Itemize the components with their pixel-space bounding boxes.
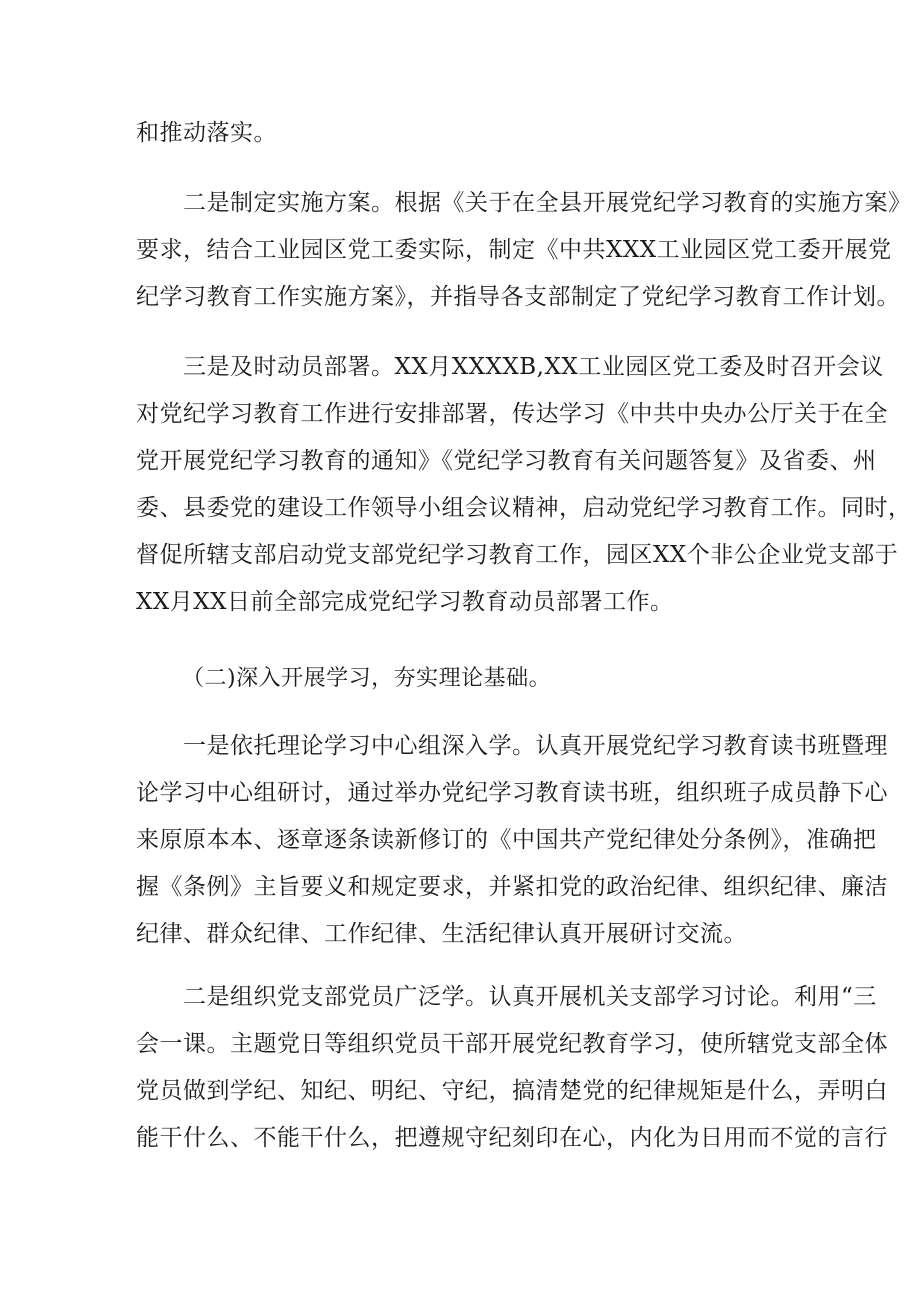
text-line: 二是组织党支部党员广泛学。认真开展机关支部学习讨论。利用“三 (136, 984, 877, 1010)
paragraph-branch-study (136, 974, 888, 1162)
paragraph-theory-study (136, 723, 888, 958)
text-line: 委、县委党的建设工作领导小组会议精神，启动党纪学习教育工作。同时， (136, 495, 912, 521)
paragraph-continuation (136, 110, 796, 157)
text-line: 党员做到学纪、知纪、明纪、守纪，搞清楚党的纪律规矩是什么，弄明白 (136, 1078, 888, 1104)
text-line: 一是依托理论学习中心组深入学。认真开展党纪学习教育读书班暨理 (136, 733, 888, 759)
paragraph-mobilization (136, 344, 912, 626)
paragraph-implementation-plan (136, 180, 912, 321)
text-line: 会一课。主题党日等组织党员干部开展党纪教育学习，使所辖党支部全体 (136, 1031, 888, 1057)
text-line: 和推动落实。 (136, 120, 277, 146)
text-line: 党开展党纪学习教育的通知》《党纪学习教育有关问题答复》及省委、州 (136, 448, 877, 474)
text-line: 纪学习教育工作实施方案》，并指导各支部制定了党纪学习教育工作计划。 (136, 284, 900, 310)
text-line: 要求，结合工业园区党工委实际，制定《中共XXX工业园区党工委开展党 (136, 237, 892, 263)
text-line: 握《条例》主旨要义和规定要求，并紧扣党的政治纪律、组织纪律、廉洁 (136, 874, 888, 900)
text-line: 督促所辖支部启动党支部党纪学习教育工作，园区XX个非公企业党支部于 (136, 542, 899, 568)
text-line: 能干什么、不能干什么，把遵规守纪刻印在心，内化为日用而不觉的言行 (136, 1125, 888, 1151)
text-line: 二是制定实施方案。根据《关于在全县开展党纪学习教育的实施方案》 (136, 190, 912, 216)
text-line: 来原原本本、逐章逐条读新修订的《中国共产党纪律处分条例》，准确把 (136, 827, 877, 853)
section-heading: （二)深入开展学习，夯实理论基础。 (182, 666, 552, 691)
text-line: 对党纪学习教育工作进行安排部署，传达学习《中共中央办公厅关于在全 (136, 401, 888, 427)
text-line: XX月XX日前全部完成党纪学习教育动员部署工作。 (136, 589, 674, 615)
text-line: 三是及时动员部署。XX月XXXXB,XX工业园区党工委及时召开会议 (136, 354, 884, 380)
text-line: 纪律、群众纪律、工作纪律、生活纪律认真开展研讨交流。 (136, 921, 747, 947)
text-line: 论学习中心组研讨，通过举办党纪学习教育读书班，组织班子成员静下心 (136, 780, 888, 806)
